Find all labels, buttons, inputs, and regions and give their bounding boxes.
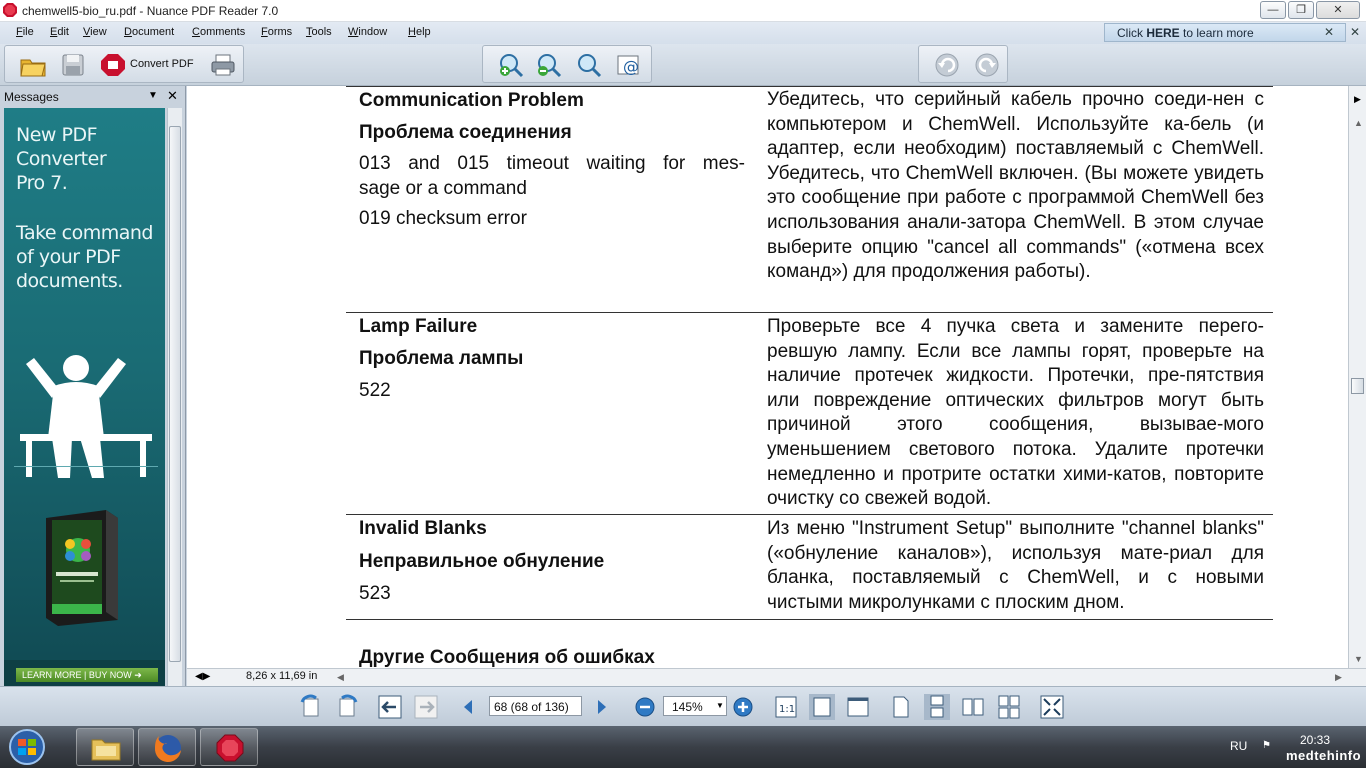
zoom-in-icon[interactable]: [497, 52, 525, 78]
undo-toolbar-group: [918, 45, 1008, 83]
celebrating-person-illustration: [14, 330, 158, 480]
ad-line: Take command: [16, 222, 153, 244]
taskbar-firefox[interactable]: [138, 728, 196, 766]
redo-icon[interactable]: [973, 52, 1001, 78]
toolbar: [0, 44, 1366, 86]
panel-scrollbar[interactable]: [167, 108, 182, 686]
previous-page-icon[interactable]: [455, 694, 481, 720]
continuous-page-icon[interactable]: [924, 694, 950, 720]
print-icon[interactable]: [209, 52, 237, 78]
app-icon: [3, 3, 17, 17]
file-toolbar-group: [4, 45, 244, 83]
svg-text:1:1: 1:1: [779, 704, 796, 715]
document-scroll-thumb[interactable]: [1351, 378, 1364, 394]
firefox-icon: [152, 733, 184, 763]
taskbar-explorer[interactable]: [76, 728, 134, 766]
close-button[interactable]: ✕: [1316, 1, 1360, 19]
promo-here: HERE: [1146, 26, 1180, 40]
actual-size-icon[interactable]: [773, 694, 799, 720]
magnifier-icon[interactable]: [575, 52, 603, 78]
email-attach-icon[interactable]: [615, 52, 643, 78]
row-title-ru: Проблема соединения: [359, 122, 572, 143]
ad-button-label: LEARN MORE | BUY NOW: [22, 670, 132, 680]
menu-file[interactable]: File: [16, 26, 34, 38]
single-page-icon[interactable]: [888, 694, 914, 720]
pdf-reader-icon: [215, 734, 245, 762]
menu-view[interactable]: View: [83, 26, 107, 38]
row-description: Из меню "Instrument Setup" выполните "channel blanks" («обнуление каналов»), используя мате-риал для бланка, поставляемый с ChemWell, и с новыми чистыми микролунками с плоским дном.: [767, 518, 1264, 613]
promo-close-icon[interactable]: ✕: [1324, 25, 1335, 39]
zoom-toolbar-group: [482, 45, 652, 83]
ad-banner[interactable]: [4, 108, 165, 686]
clock[interactable]: 20:33: [1300, 733, 1331, 747]
row-title-en: Lamp Failure: [359, 316, 478, 337]
ad-line: New PDF: [16, 124, 97, 146]
promo-suffix: to learn more: [1179, 26, 1254, 40]
messages-panel: [0, 86, 186, 686]
page-number-input[interactable]: 68 (68 of 136): [489, 696, 582, 716]
panel-menu-icon[interactable]: ▼: [148, 90, 158, 101]
scroll-left-icon[interactable]: ◀: [337, 672, 344, 682]
convert-pdf-icon[interactable]: [99, 52, 127, 78]
page-size-label: 8,26 x 11,69 in: [246, 670, 318, 682]
learn-more-buy-now-button[interactable]: LEARN MORE | BUY NOW ➜: [16, 668, 158, 682]
row-description: Проверьте все 4 пучка света и замените перего-ревшую лампу. Если все лампы горят, проверьте на наличие протечек жидкости. Протечки, пре-пятствия или повреждение оптических фильтров могут быть причиной этого сообщения, вызывае-мого уменьшением светового потока. Удалите протечки немедленно и протрите остатки хими-катов, повторите очистку со свежей водой.: [767, 316, 1264, 510]
rotate-cw-icon[interactable]: [334, 694, 360, 720]
panel-close-icon[interactable]: ✕: [167, 88, 178, 103]
minimize-button[interactable]: —: [1260, 1, 1286, 19]
ad-line: of your PDF: [16, 246, 121, 268]
row-title-en: Invalid Blanks: [359, 518, 487, 539]
row-title-ru: Проблема лампы: [359, 348, 524, 369]
fit-page-icon[interactable]: [809, 694, 835, 720]
table-rule: [346, 312, 1273, 313]
previous-view-icon[interactable]: [377, 694, 403, 720]
row-code: 522: [359, 380, 391, 401]
maximize-button[interactable]: ❐: [1288, 1, 1314, 19]
menu-tools[interactable]: Tools: [306, 26, 332, 38]
open-folder-icon[interactable]: [19, 52, 47, 78]
row-title-en: Communication Problem: [359, 90, 584, 111]
table-rule: [346, 619, 1273, 620]
ad-line: Converter: [16, 148, 107, 170]
taskbar: [0, 726, 1366, 768]
panel-scroll-thumb[interactable]: [169, 126, 181, 662]
next-view-icon[interactable]: [413, 694, 439, 720]
row-code: 019 checksum error: [359, 208, 527, 229]
zoom-dropdown-icon[interactable]: ▼: [716, 701, 724, 710]
title-bar: [0, 0, 1366, 22]
row-title-ru: Неправильное обнуление: [359, 551, 605, 572]
rotate-ccw-icon[interactable]: [298, 694, 324, 720]
continuous-facing-icon[interactable]: [996, 694, 1022, 720]
ad-line: Pro 7.: [16, 172, 68, 194]
document-horizontal-scrollbar[interactable]: [187, 668, 1366, 686]
ad-line: documents.: [16, 270, 123, 292]
row-description: Убедитесь, что серийный кабель прочно соеди-нен с компьютером и ChemWell. Используйте ка-бель (и адаптер, если необходим) поставляемый с ChemWell. Убедитесь, что ChemWell включен. (Вы можете увидеть это сообщение при работе с программой ChemWell без использования анали-затора ChemWell. В этом случае выберите опцию "cancel all commands" («отмена всех команд») для продолжения работы).: [767, 89, 1264, 283]
menu-forms[interactable]: Forms: [261, 26, 293, 38]
table-rule: [346, 514, 1273, 515]
folder-icon: [90, 734, 122, 762]
watermark: medtehinfo: [1286, 748, 1362, 763]
svg-text:@: @: [623, 57, 639, 76]
start-orb-icon[interactable]: [4, 728, 50, 766]
row-code: 523: [359, 583, 391, 604]
section-heading: Другие Сообщения об ошибках: [359, 647, 655, 668]
save-icon[interactable]: [59, 52, 87, 78]
zoom-in-circle-icon[interactable]: [730, 694, 756, 720]
row-code: 013 and 015 timeout waiting for mes-: [359, 153, 745, 174]
full-screen-icon[interactable]: [1039, 694, 1065, 720]
zoom-out-circle-icon[interactable]: [632, 694, 658, 720]
convert-pdf-label[interactable]: Convert PDF: [130, 58, 194, 70]
menu-document[interactable]: Document: [124, 26, 175, 38]
fit-width-page-icon[interactable]: [845, 694, 871, 720]
document-view[interactable]: [187, 86, 1348, 668]
promo-banner[interactable]: [1104, 23, 1346, 42]
document-close-icon[interactable]: ✕: [1350, 25, 1361, 39]
next-page-icon[interactable]: [589, 694, 615, 720]
panel-title: Messages: [4, 90, 59, 104]
taskbar-pdf-reader[interactable]: [200, 728, 258, 766]
window-title: chemwell5-bio_ru.pdf - Nuance PDF Reader 7.0: [22, 4, 279, 18]
table-rule: [346, 86, 1273, 87]
product-box-illustration: [42, 508, 126, 628]
zoom-level-select[interactable]: 145%: [663, 696, 727, 716]
menu-comments[interactable]: Comments: [192, 26, 246, 38]
scroll-right-icon[interactable]: ▶: [1335, 672, 1342, 682]
document-vertical-scrollbar[interactable]: [1348, 86, 1366, 668]
scroll-down-icon[interactable]: ▼: [1354, 654, 1363, 664]
tray-flag-icon[interactable]: ⚑: [1262, 740, 1271, 751]
undo-icon[interactable]: [933, 52, 961, 78]
scroll-up-icon[interactable]: ▲: [1354, 118, 1363, 128]
navigation-bar: [0, 686, 1366, 726]
zoom-out-icon[interactable]: [535, 52, 563, 78]
row-code: sage or a command: [359, 178, 527, 199]
fit-width-icon[interactable]: ◀▶: [195, 671, 211, 682]
language-indicator[interactable]: RU: [1230, 739, 1248, 753]
promo-prefix: Click: [1117, 26, 1147, 40]
facing-pages-icon[interactable]: [960, 694, 986, 720]
menu-help[interactable]: Help: [408, 26, 431, 38]
menu-window[interactable]: Window: [348, 26, 388, 38]
menu-edit[interactable]: Edit: [50, 26, 69, 38]
page-forward-icon[interactable]: ▶: [1354, 94, 1361, 104]
